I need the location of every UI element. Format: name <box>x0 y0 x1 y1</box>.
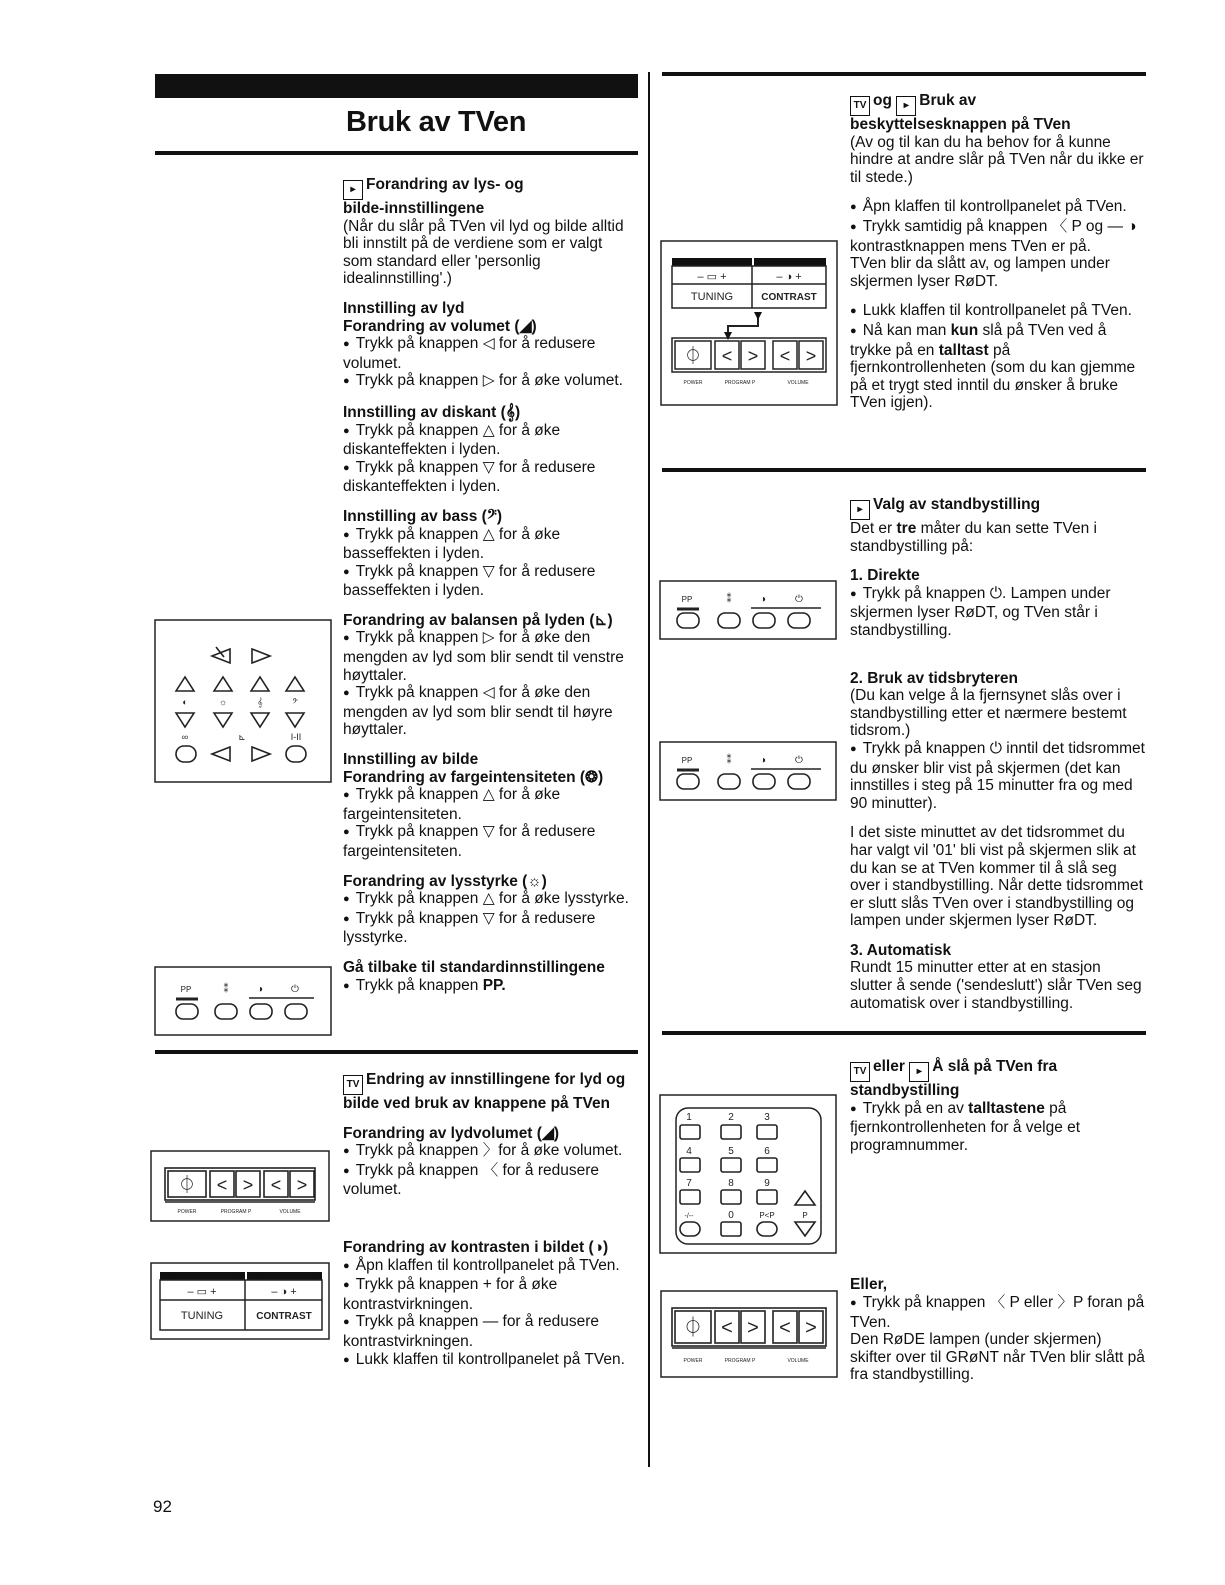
contrast-buttons-label: – ◑ + <box>271 1286 297 1298</box>
lydvol-bullet-1: ● Trykk på knappen 〉for å øke volumet. <box>343 1142 635 1162</box>
program-label: PROGRAM P <box>220 1209 252 1215</box>
pp-label: PP <box>180 985 192 994</box>
page-title: Bruk av TVen <box>346 106 527 138</box>
chevron-left-icon: < <box>779 1317 791 1339</box>
tv-front-buttons-right <box>660 1290 838 1378</box>
header-black-band <box>155 74 638 98</box>
kontrast-bullet-1: ● Åpn klaffen til kontrollpanelet på TVen. <box>343 1257 635 1277</box>
power-label-icon: ⏻ <box>291 984 299 995</box>
key-pp-label: P<P <box>759 1211 775 1220</box>
power-icon: ⏀ <box>683 1317 703 1339</box>
chevron-right-icon: > <box>747 346 759 366</box>
eller-heading: Eller, <box>850 1276 888 1294</box>
chevron-left-icon: < <box>721 1317 733 1339</box>
bass-label-icon: 𝄢 <box>292 697 298 707</box>
eller-text: Den RøDE lampen (under skjermen) skifter over til GRøNT når TVen blir slått på fra standbystilling. <box>850 1331 1145 1384</box>
kontrast-bullet-4: ● Lukk klaffen til kontrollpanelet på TVen. <box>343 1351 635 1371</box>
mono-stereo-label-icon: I-II <box>290 732 302 742</box>
timer-label-icon: ⁑ <box>726 594 732 605</box>
contrast-label: CONTRAST <box>761 292 817 303</box>
chevron-left-icon: < <box>270 1175 282 1195</box>
contrast-icon: ◑ <box>593 1238 603 1256</box>
chevron-left-icon: < <box>721 346 733 366</box>
beskytt-heading-line2: beskyttelsesknappen på TVen <box>850 116 1071 133</box>
right-column-2 <box>850 496 1145 1012</box>
pp-standby-panel-right-1 <box>659 580 837 640</box>
tv-icon: TV <box>343 1075 363 1095</box>
pp-standby-panel-left <box>154 966 332 1036</box>
kontrast-bullet-3: ● Trykk på knappen — for å redusere kontrastvirkningen. <box>343 1313 635 1350</box>
contrast-label-icon: ◑ <box>256 984 264 995</box>
pp-label: PP <box>681 595 693 604</box>
brightness-icon: ☼ <box>527 872 542 890</box>
tv-front-buttons-left <box>150 1150 330 1222</box>
balance-icon: ⊾ <box>594 611 608 629</box>
lydvol-bullet-2: ● Trykk på knappen 〈 for å redusere volumet. <box>343 1162 635 1199</box>
remote-keypad-panel <box>659 1094 837 1254</box>
treble-clef-icon: 𝄞 <box>505 403 515 421</box>
bass-clef-icon: 𝄢 <box>486 507 497 525</box>
beskytt-bullet-3: ● Lukk klaffen til kontrollpanelet på TVen. <box>850 302 1145 322</box>
bass-bullet-1: ● Trykk på knappen △ for å øke basseffekten i lyden. <box>343 526 635 563</box>
contrast-label: CONTRAST <box>256 1311 312 1322</box>
sec1-intro: (Når du slår på TVen vil lyd og bilde alltid bli innstilt på de verdiene som er valgt som standard eller 'personlig idealinnstilling'.) <box>343 217 624 288</box>
power-icon: ⏀ <box>178 1175 196 1195</box>
timer-label-icon: ⁑ <box>726 755 732 766</box>
remote-sound-picture-panel <box>154 619 332 783</box>
kontrast-heading: Forandring av kontrasten i bildet (◑) <box>343 1238 609 1256</box>
farge-bullet-1: ● Trykk på knappen △ for å øke fargeintensiteten. <box>343 786 635 823</box>
lys-bullet-2: ● Trykk på knappen ▽ for å redusere lysstyrke. <box>343 910 635 947</box>
tuning-buttons-label: – ▭ + <box>697 271 727 283</box>
program-label: PROGRAM P <box>724 1358 756 1364</box>
key-3-label: 3 <box>764 1112 770 1123</box>
remote-menu-icon: ▸ <box>896 96 916 116</box>
brightness-label-icon: ☼ <box>218 697 228 707</box>
sec1-heading-line2: bilde-innstillingene <box>343 200 485 217</box>
beskytt-after: TVen blir da slått av, og lampen under skjermen lyser RøDT. <box>850 255 1110 290</box>
pp-standby-panel-right-2 <box>659 741 837 801</box>
column-divider <box>648 72 650 1467</box>
volum-heading: Forandring av volumet (◢) <box>343 317 537 335</box>
right-top-rule <box>662 72 1146 76</box>
key-7-label: 7 <box>686 1178 692 1189</box>
auto-heading: 3. Automatisk <box>850 941 952 959</box>
beskytt-bullet-2: ● Trykk samtidig på knappen 〈 P og — ◑ kontrastknappen mens TVen er på. <box>850 218 1145 255</box>
chevron-right-icon: > <box>747 1317 759 1339</box>
key-p-label: P <box>802 1211 808 1220</box>
lys-heading: Forandring av lysstyrke (☼) <box>343 872 547 890</box>
valg-intro: Det er tre måter du kan sette TVen i standbystilling på: <box>850 520 1097 555</box>
farge-bullet-2: ● Trykk på knappen ▽ for å redusere fargeintensiteten. <box>343 823 635 860</box>
beskytt-heading: TV og ▸ Bruk av <box>850 92 1145 116</box>
power-label-icon: ⏻ <box>795 755 803 766</box>
chevron-right-icon: > <box>805 1317 817 1339</box>
tid-intro: (Du kan velge å la fjernsynet slås over i standbystilling etter et nærmere bestemt tidsrom.) <box>850 687 1127 740</box>
std-bullet: ● Trykk på knappen PP. <box>343 977 635 997</box>
volum-bullet-1: ● Trykk på knappen ◁ for å redusere volumet. <box>343 335 635 372</box>
key-1-label: 1 <box>686 1112 692 1123</box>
left-column-top <box>343 176 635 996</box>
program-label: PROGRAM P <box>724 380 756 386</box>
direkte-heading: 1. Direkte <box>850 567 920 585</box>
power-label: POWER <box>683 380 703 386</box>
right-column-1 <box>850 92 1145 412</box>
lydvol-heading: Forandring av lydvolumet (◢) <box>343 1124 560 1142</box>
volume-wedge-icon: ◢ <box>519 317 532 335</box>
chevron-right-icon: > <box>805 346 817 366</box>
remote-menu-icon: ▸ <box>343 180 363 200</box>
bass-bullet-2: ● Trykk på knappen ▽ for å redusere basseffekten i lyden. <box>343 563 635 600</box>
tv-icon: TV <box>850 96 870 116</box>
tuning-buttons-label: – ▭ + <box>187 1286 217 1298</box>
power-label: POWER <box>177 1209 197 1215</box>
contrast-label-icon: ◑ <box>759 594 767 605</box>
chevron-left-icon: < <box>779 346 791 366</box>
title-underline <box>155 151 638 155</box>
auto-text: Rundt 15 minutter etter at en stasjon slutter å sende ('sendeslutt') slår TVen seg automatisk over i standbystilling. <box>850 959 1142 1012</box>
timer-label-icon: ⁑ <box>223 984 229 995</box>
bilde-heading: Innstilling av bilde <box>343 751 479 769</box>
balanse-heading: Forandring av balansen på lyden (⊾) <box>343 611 613 629</box>
power-icon: ⏀ <box>684 346 702 366</box>
key-2-label: 2 <box>728 1112 734 1123</box>
key-dash-label: -/-- <box>684 1213 694 1220</box>
volume-wedge-icon: ◢ <box>541 1124 554 1142</box>
left-mid-rule <box>155 1050 638 1054</box>
key-6-label: 6 <box>764 1146 770 1157</box>
diskant-bullet-2: ● Trykk på knappen ▽ for å redusere diskanteffekten i lyden. <box>343 459 635 496</box>
slaa-heading: TV eller ▸ Å slå på TVen fra <box>850 1058 1145 1082</box>
contrast-label-icon: ◑ <box>759 755 767 766</box>
farge-heading: Forandring av fargeintensiteten (❂) <box>343 768 604 786</box>
tuning-label: TUNING <box>180 1310 224 1322</box>
right-column-3 <box>850 1058 1145 1384</box>
beskytt-bullet-1: ● Åpn klaffen til kontrollpanelet på TVen. <box>850 198 1145 218</box>
slaa-heading-line2: standbystilling <box>850 1082 960 1099</box>
eller-bullet: ● Trykk på knappen 〈 P eller 〉P foran på TVen. <box>850 1294 1145 1331</box>
right-rule-2 <box>662 468 1146 472</box>
volume-label: VOLUME <box>279 1209 301 1215</box>
valg-heading: ▸ Valg av standbystilling <box>850 496 1145 520</box>
left-column-bottom <box>343 1071 635 1370</box>
balanse-bullet-1: ● Trykk på knappen ▷ for å øke den mengden av lyd som blir sendt til venstre høyttaler. <box>343 629 635 684</box>
mute-label-icon: ∞ <box>181 732 189 742</box>
bass-heading: Innstilling av bass (𝄢) <box>343 507 502 525</box>
tid-heading: 2. Bruk av tidsbryteren <box>850 669 1018 687</box>
child-lock-panel <box>660 240 838 406</box>
volume-label: VOLUME <box>787 380 809 386</box>
key-5-label: 5 <box>728 1146 734 1157</box>
remote-menu-icon: ▸ <box>850 500 870 520</box>
contrast-buttons-label: – ◑ + <box>776 271 802 283</box>
sec1-heading: ▸ Forandring av lys- og <box>343 176 635 200</box>
tv-icon: TV <box>850 1062 870 1082</box>
volum-bullet-2: ● Trykk på knappen ▷ for å øke volumet. <box>343 372 635 392</box>
slaa-bullet: ● Trykk på en av talltastene på fjernkontrollenheten for å velge et programnummer. <box>850 1100 1145 1155</box>
pp-label: PP <box>681 756 693 765</box>
treble-label-icon: 𝄞 <box>257 697 263 707</box>
diskant-bullet-1: ● Trykk på knappen △ for å øke diskanteffekten i lyden. <box>343 422 635 459</box>
beskytt-intro: (Av og til kan du ha behov for å kunne hindre at andre slår på TVen når du ikke er til stede.) <box>850 133 1144 186</box>
chevron-right-icon: > <box>242 1175 254 1195</box>
chevron-right-icon: > <box>296 1175 308 1195</box>
kontrast-bullet-2: ● Trykk på knappen + for å øke kontrastvirkningen. <box>343 1276 635 1313</box>
right-rule-3 <box>662 1031 1146 1035</box>
key-0-label: 0 <box>728 1210 734 1221</box>
diskant-heading: Innstilling av diskant (𝄞) <box>343 403 521 421</box>
std-heading: Gå tilbake til standardinnstillingene <box>343 958 605 976</box>
tid-paragraph: I det siste minuttet av det tidsrommet du har valgt vil '01' bli vist på skjermen slik at du kan se at TVen kommer til å slå seg over i standbystilling. Når dette tidsrommet er slutt slås TVen over i standbystilling og lampen under skjermen lyser RøDT. <box>850 824 1143 930</box>
power-label-icon: ⏻ <box>795 594 803 605</box>
balanse-bullet-2: ● Trykk på knappen ◁ for å øke den mengden av lyd som blir sendt til høyre høyttaler. <box>343 684 635 739</box>
key-8-label: 8 <box>728 1178 734 1189</box>
tuning-label: TUNING <box>690 291 734 303</box>
page-number: 92 <box>153 1497 172 1516</box>
tuning-contrast-panel-left <box>150 1262 330 1340</box>
lys-bullet-1: ● Trykk på knappen △ for å øke lysstyrke. <box>343 890 635 910</box>
lyd-heading: Innstilling av lyd <box>343 299 465 317</box>
color-label-icon: ◐ <box>182 697 188 707</box>
balance-label-icon: ⊾ <box>238 732 246 742</box>
direkte-bullet: ● Trykk på knappen ⏻. Lampen under skjermen lyser RøDT, og TVen står i standbystilling. <box>850 585 1145 640</box>
volume-label: VOLUME <box>787 1358 809 1364</box>
remote-menu-icon: ▸ <box>909 1062 929 1082</box>
chevron-left-icon: < <box>216 1175 228 1195</box>
beskytt-bullet-4: ● Nå kan man kun slå på TVen ved å trykke på en talltast på fjernkontrollenheten (som du kan gjemme på et trygt sted inntil du ønsker å bruke TVen igjen). <box>850 322 1145 412</box>
sec2-heading: TV Endring av innstillingene for lyd og bilde ved bruk av knappene på TVen <box>343 1071 626 1112</box>
tid-bullet: ● Trykk på knappen ⏻ inntil det tidsrommet du ønsker blir vist på skjermen (det kan innstilles i steg på 15 minutter fra og med 90 minutter). <box>850 740 1145 812</box>
power-label: POWER <box>683 1358 703 1364</box>
key-9-label: 9 <box>764 1178 770 1189</box>
key-4-label: 4 <box>686 1146 692 1157</box>
color-icon: ❂ <box>585 768 599 786</box>
